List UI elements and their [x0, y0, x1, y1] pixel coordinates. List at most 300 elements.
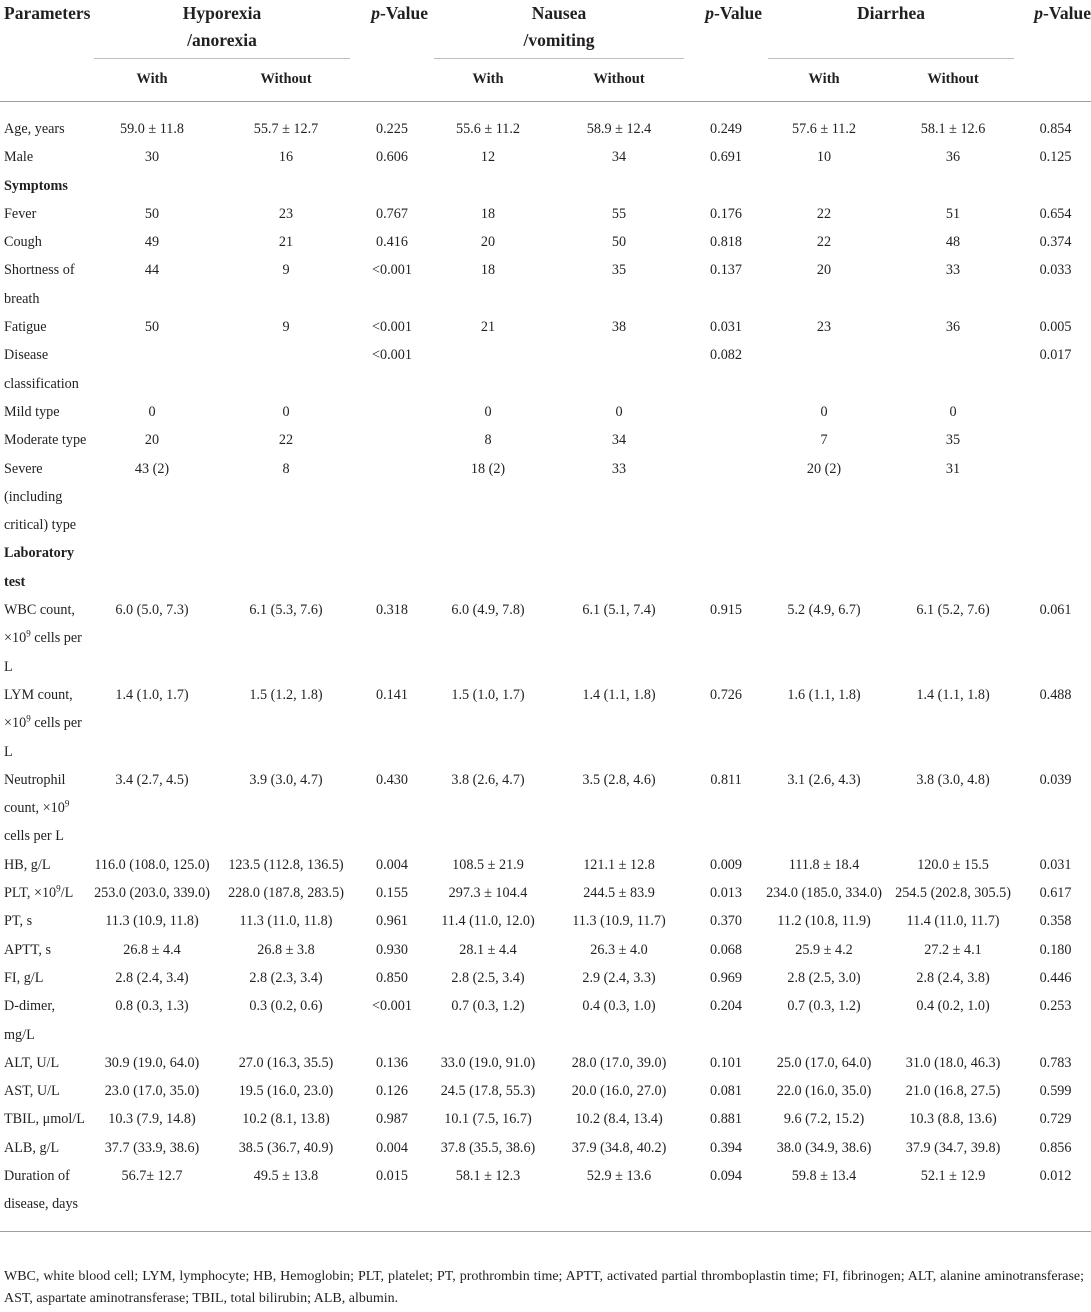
pvalue-header: p-Value	[371, 3, 428, 23]
pvalue-cell: 0.987	[376, 1111, 408, 1128]
value-cell: 50	[611, 234, 627, 251]
value-cell: 244.5 ± 83.9	[583, 885, 655, 902]
value-cell: 58.9 ± 12.4	[586, 121, 652, 137]
value-cell: 25.9 ± 4.2	[795, 941, 853, 958]
pvalue-cell: 0.033	[1039, 262, 1072, 279]
pvalue-cell: 0.854	[1039, 121, 1072, 137]
pvalue-cell: 0.125	[1039, 149, 1072, 166]
pvalue-cell	[1020, 172, 1091, 200]
pvalue-cell	[1020, 455, 1091, 540]
table-body	[0, 102, 1091, 1232]
value-cell	[428, 341, 548, 398]
value-cell: 8	[282, 460, 290, 477]
value-cell: 10.3 (8.8, 13.6)	[909, 1111, 997, 1128]
pvalue-cell	[1020, 426, 1091, 454]
value-cell: 10.3 (7.9, 14.8)	[108, 1111, 196, 1128]
value-cell: 23	[278, 205, 294, 222]
value-cell: 37.9 (34.7, 39.8)	[905, 1139, 1001, 1156]
value-cell: 2.8 (2.3, 3.4)	[249, 969, 323, 986]
value-cell: 6.1 (5.1, 7.4)	[582, 602, 656, 619]
table-row	[0, 102, 1091, 144]
value-cell: 20.0 (16.0, 27.0)	[571, 1083, 667, 1100]
row-label: PLT, $\times 10^9/L$	[4, 883, 74, 902]
row-label: Neutrophil count, $\times 10^9$ cells per L	[4, 771, 70, 845]
pvalue-cell	[356, 455, 428, 540]
value-cell: 33	[611, 460, 627, 477]
value-cell: 1.4 (1.1, 1.8)	[582, 686, 656, 703]
value-cell: 37.8 (35.5, 38.6)	[440, 1139, 536, 1156]
value-cell: 10.2 (8.4, 13.4)	[575, 1111, 663, 1128]
parameters-header: Parameters	[4, 3, 91, 23]
value-cell: 0.4 (0.2, 1.0)	[916, 998, 990, 1015]
value-cell: 22	[816, 234, 832, 251]
table-row	[0, 1134, 1091, 1162]
pvalue-cell: 0.013	[710, 885, 742, 902]
value-cell: 59.0 ± 11.8	[119, 121, 184, 137]
row-label: HB, g/L	[4, 856, 51, 873]
value-cell: 57.6 ± 11.2	[792, 121, 857, 137]
value-cell: 34	[611, 432, 627, 449]
row-label: ALB, g/L	[4, 1139, 60, 1156]
value-cell: 22.0 (16.0, 35.0)	[776, 1083, 872, 1100]
pvalue-cell: 0.137	[710, 262, 742, 279]
table-row	[0, 426, 1091, 454]
pvalue-cell	[356, 172, 428, 200]
value-cell: 6.0 (5.0, 7.3)	[115, 602, 189, 619]
pvalue-cell: 0.094	[710, 1167, 742, 1184]
value-cell	[216, 341, 356, 398]
value-cell	[886, 539, 1020, 596]
value-cell: 50	[144, 319, 160, 336]
pvalue-cell: 0.818	[710, 234, 742, 251]
table-row	[0, 851, 1091, 879]
value-cell	[88, 172, 216, 200]
value-cell: 108.5 ± 21.9	[452, 856, 524, 873]
pvalue-cell: 0.249	[710, 121, 742, 137]
value-cell: 0	[949, 403, 957, 420]
pvalue-cell	[356, 539, 428, 596]
value-cell: 36	[945, 149, 961, 166]
value-cell: 55.7 ± 12.7	[253, 121, 319, 137]
value-cell: 24.5 (17.8, 55.3)	[440, 1083, 536, 1100]
table-row	[0, 936, 1091, 964]
value-cell: 18	[480, 205, 496, 222]
with-header: With	[472, 71, 504, 87]
table-row	[0, 681, 1091, 766]
row-label: Duration of disease, days	[4, 1167, 79, 1213]
row-label: Mild type	[4, 403, 60, 420]
pvalue-header: p-Value	[705, 3, 763, 23]
value-cell: 26.8 ± 3.8	[257, 941, 315, 958]
value-cell: 10.2 (8.1, 13.8)	[242, 1111, 330, 1128]
value-cell	[548, 539, 690, 596]
value-cell: 18	[480, 262, 496, 279]
pvalue-cell: 0.726	[710, 686, 742, 703]
pvalue-cell: 0.009	[710, 856, 742, 873]
value-cell: 123.5 (112.8, 136.5)	[228, 856, 344, 873]
row-label: Laboratory test	[4, 545, 75, 590]
pvalue-cell: 0.969	[710, 969, 742, 986]
pvalue-cell: 0.017	[1039, 347, 1072, 364]
pvalue-cell: 0.004	[376, 1139, 408, 1156]
value-cell: 18 (2)	[470, 460, 506, 477]
value-cell: 3.9 (3.0, 4.7)	[249, 771, 323, 788]
value-cell	[762, 539, 886, 596]
value-cell: 121.1 ± 12.8	[583, 856, 655, 873]
table-footnote: WBC, white blood cell; LYM, lymphocyte; HB, Hemoglobin; PLT, platelet; PT, prothrombin time; APTT, activated partial thromboplastin time; FI, fibrinogen; ALT, alanine aminotransferase; AST, aspartate aminotransferase; TBIL, total bilirubin; ALB, albumin.	[4, 1269, 1084, 1306]
value-cell: 11.2 (10.8, 11.9)	[777, 913, 871, 930]
value-cell: 55	[611, 205, 627, 222]
value-cell: 22	[278, 432, 294, 449]
value-cell	[886, 172, 1020, 200]
pvalue-cell: <0.001	[372, 998, 412, 1015]
pvalue-cell: 0.176	[710, 205, 742, 222]
pvalue-cell: 0.225	[376, 121, 408, 137]
value-cell: 0.7 (0.3, 1.2)	[787, 998, 861, 1015]
value-cell: 48	[945, 234, 961, 251]
value-cell: 52.1 ± 12.9	[920, 1167, 986, 1184]
table-row	[0, 341, 1091, 398]
table-row	[0, 1049, 1091, 1077]
value-cell: 2.9 (2.4, 3.3)	[582, 969, 656, 986]
value-cell: 9	[282, 319, 290, 336]
value-cell: 3.1 (2.6, 4.3)	[787, 771, 861, 788]
value-cell: 37.7 (33.9, 38.6)	[104, 1139, 200, 1156]
value-cell: 0.4 (0.3, 1.0)	[582, 998, 656, 1015]
row-label: D-dimer, mg/L	[4, 998, 56, 1043]
value-cell: 27.2 ± 4.1	[924, 941, 982, 958]
value-cell: 253.0 (203.0, 339.0)	[94, 885, 210, 902]
row-label: Severe (including critical) type	[4, 460, 77, 534]
row-label: APTT, s	[4, 941, 52, 958]
row-label: Male	[4, 149, 34, 166]
table-row	[0, 228, 1091, 256]
value-cell: 254.5 (202.8, 305.5)	[895, 885, 1011, 902]
row-label: TBIL, μmol/L	[4, 1111, 85, 1128]
value-cell: 58.1 ± 12.6	[920, 121, 986, 137]
pvalue-cell: 0.691	[710, 149, 742, 166]
with-header: With	[808, 71, 840, 87]
value-cell: 33.0 (19.0, 91.0)	[440, 1054, 536, 1071]
pvalue-cell: 0.039	[1039, 771, 1072, 788]
value-cell: 9	[282, 262, 290, 279]
value-cell: 21.0 (16.8, 27.5)	[905, 1083, 1001, 1100]
value-cell: 11.4 (11.0, 12.0)	[441, 913, 535, 930]
pvalue-cell: 0.155	[376, 885, 408, 902]
pvalue-cell	[356, 398, 428, 426]
table-row	[0, 455, 1091, 540]
value-cell	[548, 172, 690, 200]
value-cell: 35	[945, 432, 961, 449]
table-row	[0, 992, 1091, 1049]
pvalue-cell: 0.101	[710, 1054, 742, 1071]
pvalue-cell	[1020, 398, 1091, 426]
value-cell: 28.0 (17.0, 39.0)	[571, 1054, 667, 1071]
value-cell: 6.0 (4.9, 7.8)	[451, 602, 525, 619]
value-cell: 2.8 (2.5, 3.0)	[787, 969, 861, 986]
value-cell: 11.4 (11.0, 11.7)	[906, 913, 1000, 930]
value-cell: 2.8 (2.5, 3.4)	[451, 969, 525, 986]
value-cell: 3.4 (2.7, 4.5)	[115, 771, 189, 788]
value-cell: 20 (2)	[806, 460, 842, 477]
with-header: With	[136, 71, 168, 87]
value-cell: 8	[484, 432, 492, 449]
pvalue-cell: 0.416	[376, 234, 408, 251]
value-cell: 2.8 (2.4, 3.4)	[115, 969, 189, 986]
value-cell: 28.1 ± 4.4	[459, 941, 517, 958]
value-cell: 0	[484, 403, 492, 420]
value-cell	[548, 341, 690, 398]
pvalue-header: p-Value	[1034, 3, 1091, 23]
pvalue-cell: 0.881	[710, 1111, 742, 1128]
pvalue-cell: 0.783	[1039, 1054, 1072, 1071]
value-cell: 58.1 ± 12.3	[455, 1167, 521, 1184]
value-cell: 38.5 (36.7, 40.9)	[238, 1139, 334, 1156]
value-cell: 26.8 ± 4.4	[123, 941, 181, 958]
table-row	[0, 1077, 1091, 1105]
without-header: Without	[593, 71, 645, 87]
pvalue-cell	[690, 539, 762, 596]
pvalue-cell	[690, 455, 762, 540]
header-row	[0, 0, 1091, 59]
table-row	[0, 313, 1091, 341]
table-row	[0, 143, 1091, 171]
value-cell: 20	[816, 262, 832, 279]
pvalue-cell	[690, 398, 762, 426]
value-cell: 34	[611, 149, 627, 166]
value-cell: 3.8 (3.0, 4.8)	[916, 771, 990, 788]
pvalue-cell: 0.015	[376, 1167, 408, 1184]
table-row	[0, 1105, 1091, 1133]
value-cell: 0	[615, 403, 623, 420]
table-row	[0, 1162, 1091, 1231]
value-cell: 2.8 (2.4, 3.8)	[916, 969, 990, 986]
value-cell: 59.8 ± 13.4	[791, 1167, 857, 1184]
value-cell: 30	[144, 149, 160, 166]
value-cell: 9.6 (7.2, 15.2)	[783, 1111, 865, 1128]
value-cell: 1.5 (1.2, 1.8)	[249, 686, 323, 703]
table-row	[0, 879, 1091, 907]
pvalue-cell: 0.005	[1039, 319, 1072, 336]
value-cell: 0.8 (0.3, 1.3)	[115, 998, 189, 1015]
pvalue-cell: 0.930	[376, 941, 408, 958]
pvalue-cell: 0.767	[376, 205, 408, 222]
pvalue-cell	[690, 172, 762, 200]
value-cell: 38	[611, 319, 627, 336]
value-cell: 297.3 ± 104.4	[448, 885, 528, 902]
section-row	[0, 172, 1091, 200]
pvalue-cell: 0.180	[1039, 941, 1072, 958]
value-cell: 0.7 (0.3, 1.2)	[451, 998, 525, 1015]
pvalue-cell: 0.253	[1039, 998, 1072, 1015]
value-cell: 25.0 (17.0, 64.0)	[776, 1054, 872, 1071]
value-cell: 23	[816, 319, 832, 336]
value-cell: 1.4 (1.0, 1.7)	[115, 686, 189, 703]
pvalue-cell: 0.204	[710, 998, 742, 1015]
value-cell: 38.0 (34.9, 38.6)	[776, 1139, 872, 1156]
pvalue-cell: 0.856	[1039, 1139, 1072, 1156]
value-cell: 52.9 ± 13.6	[586, 1167, 652, 1184]
table-row	[0, 907, 1091, 935]
value-cell: 3.5 (2.8, 4.6)	[582, 771, 656, 788]
value-cell: 27.0 (16.3, 35.5)	[238, 1054, 334, 1071]
value-cell: 30.9 (19.0, 64.0)	[104, 1054, 200, 1071]
pvalue-cell: 0.374	[1039, 234, 1072, 251]
value-cell: 43 (2)	[134, 460, 170, 477]
pvalue-cell: 0.126	[376, 1083, 408, 1100]
value-cell: 49	[144, 234, 160, 251]
pvalue-cell: <0.001	[372, 262, 412, 279]
value-cell: 11.3 (10.9, 11.8)	[105, 913, 199, 930]
value-cell: 21	[278, 234, 294, 251]
value-cell: 11.3 (11.0, 11.8)	[239, 913, 333, 930]
value-cell	[216, 172, 356, 200]
without-header: Without	[927, 71, 979, 87]
pvalue-cell: 0.654	[1039, 205, 1072, 222]
pvalue-cell: 0.081	[710, 1083, 742, 1100]
value-cell: 36	[945, 319, 961, 336]
pvalue-cell: 0.358	[1039, 913, 1072, 930]
value-cell: 10.1 (7.5, 16.7)	[444, 1111, 532, 1128]
group-header-nausea: Nausea /vomiting	[428, 0, 690, 59]
value-cell: 19.5 (16.0, 23.0)	[238, 1083, 334, 1100]
value-cell: 16	[278, 149, 294, 166]
value-cell: 11.3 (10.9, 11.7)	[572, 913, 666, 930]
value-cell: 44	[144, 262, 160, 279]
value-cell: 55.6 ± 11.2	[455, 121, 520, 137]
table-row	[0, 200, 1091, 228]
table-row	[0, 398, 1091, 426]
value-cell	[886, 341, 1020, 398]
pvalue-cell: 0.004	[376, 856, 408, 873]
value-cell: 0.3 (0.2, 0.6)	[249, 998, 323, 1015]
pvalue-cell: <0.001	[372, 319, 412, 336]
pvalue-cell: 0.136	[376, 1054, 408, 1071]
value-cell: 12	[480, 149, 496, 166]
value-cell: 23.0 (17.0, 35.0)	[104, 1083, 200, 1100]
pvalue-cell: 0.031	[710, 319, 742, 336]
row-label: Symptoms	[4, 177, 68, 194]
pvalue-cell	[1020, 539, 1091, 596]
pvalue-cell: 0.430	[376, 771, 408, 788]
value-cell: 35	[611, 262, 627, 279]
value-cell: 5.2 (4.9, 6.7)	[787, 602, 861, 619]
pvalue-cell: 0.031	[1039, 856, 1072, 873]
pvalue-cell: 0.915	[710, 602, 742, 619]
group-header-diarrhea: Diarrhea	[762, 0, 1020, 59]
row-label: LYM count, $\times 10^9$ cells per L	[4, 686, 82, 760]
value-cell: 21	[480, 319, 496, 336]
pvalue-cell: <0.001	[372, 347, 412, 364]
value-cell: 33	[945, 262, 961, 279]
value-cell: 10	[816, 149, 832, 166]
value-cell: 56.7± 12.7	[121, 1167, 183, 1184]
row-label: Age, years	[4, 121, 65, 137]
value-cell: 228.0 (187.8, 283.5)	[228, 885, 344, 902]
value-cell: 6.1 (5.3, 7.6)	[249, 602, 323, 619]
value-cell	[88, 341, 216, 398]
value-cell: 22	[816, 205, 832, 222]
value-cell: 37.9 (34.8, 40.2)	[571, 1139, 667, 1156]
value-cell: 1.5 (1.0, 1.7)	[451, 686, 525, 703]
row-label: Disease classification	[4, 347, 79, 392]
value-cell: 31	[945, 460, 961, 477]
pvalue-cell: 0.012	[1039, 1167, 1072, 1184]
subheader-row	[0, 59, 1091, 102]
value-cell: 0	[820, 403, 828, 420]
pvalue-cell	[356, 426, 428, 454]
pvalue-cell: 0.394	[710, 1139, 742, 1156]
row-label: PT, s	[4, 913, 33, 930]
value-cell: 111.8 ± 18.4	[788, 856, 860, 873]
pvalue-cell: 0.850	[376, 969, 408, 986]
value-cell	[216, 539, 356, 596]
pvalue-cell: 0.617	[1039, 885, 1072, 902]
pvalue-cell: 0.729	[1039, 1111, 1072, 1128]
pvalue-cell: 0.488	[1039, 686, 1072, 703]
value-cell: 0	[148, 403, 156, 420]
value-cell: 234.0 (185.0, 334.0)	[766, 885, 882, 902]
pvalue-cell: 0.061	[1039, 602, 1072, 619]
table-row	[0, 256, 1091, 313]
row-label: Moderate type	[4, 432, 87, 449]
value-cell: 31.0 (18.0, 46.3)	[905, 1054, 1001, 1071]
value-cell: 120.0 ± 15.5	[917, 856, 989, 873]
value-cell: 116.0 (108.0, 125.0)	[94, 856, 210, 873]
pvalue-cell: 0.318	[376, 602, 408, 619]
value-cell: 51	[945, 205, 961, 222]
table-row	[0, 964, 1091, 992]
pvalue-cell: 0.370	[710, 913, 742, 930]
pvalue-cell: 0.446	[1039, 969, 1072, 986]
row-label: FI, g/L	[4, 969, 44, 986]
pvalue-cell: 0.599	[1039, 1083, 1072, 1100]
value-cell: 49.5 ± 13.8	[253, 1167, 319, 1184]
table-row	[0, 766, 1091, 851]
value-cell	[762, 172, 886, 200]
value-cell	[428, 172, 548, 200]
pvalue-cell: 0.082	[710, 347, 742, 364]
row-label: AST, U/L	[4, 1083, 60, 1100]
value-cell: 50	[144, 205, 160, 222]
pvalue-cell: 0.811	[710, 771, 742, 788]
value-cell: 0	[282, 403, 290, 420]
row-label: Fever	[4, 205, 37, 222]
row-label: Cough	[4, 234, 42, 251]
value-cell: 1.6 (1.1, 1.8)	[787, 686, 861, 703]
pvalue-cell: 0.961	[376, 913, 408, 930]
value-cell: 3.8 (2.6, 4.7)	[451, 771, 525, 788]
pvalue-cell	[690, 426, 762, 454]
value-cell: 1.4 (1.1, 1.8)	[916, 686, 990, 703]
value-cell: 6.1 (5.2, 7.6)	[916, 602, 990, 619]
value-cell	[762, 341, 886, 398]
pvalue-cell: 0.068	[710, 941, 742, 958]
row-label: Fatigue	[4, 319, 47, 336]
value-cell: 20	[480, 234, 496, 251]
value-cell: 26.3 ± 4.0	[590, 941, 648, 958]
row-label: Shortness of breath	[4, 262, 75, 307]
table-row	[0, 596, 1091, 681]
value-cell: 7	[820, 432, 828, 449]
row-label: WBC count, $\times 10^9$ cells per L	[4, 602, 82, 675]
group-header-hyporexia: Hyporexia /anorexia	[88, 0, 356, 59]
value-cell: 20	[144, 432, 160, 449]
pvalue-cell: 0.606	[376, 149, 408, 166]
section-row	[0, 539, 1091, 596]
value-cell	[428, 539, 548, 596]
pvalue-cell: 0.141	[376, 686, 408, 703]
